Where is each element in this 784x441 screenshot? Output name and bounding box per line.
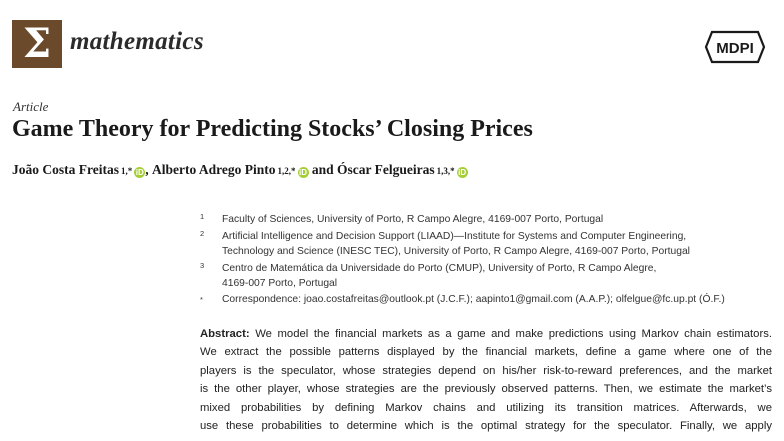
abstract-line: We extract the possible patterns displayed by the financial markets, define a game where one of the [200, 346, 772, 359]
affiliation-number: 1 [200, 212, 205, 221]
journal-logo: Σ [12, 20, 62, 68]
author-separator: and [311, 162, 334, 177]
abstract [200, 325, 772, 435]
correspondence-marker: * [200, 295, 203, 304]
orcid-icon[interactable]: iD [135, 168, 144, 177]
affiliation-text: Technology and Science (INESC TEC), University of Porto, R Campo Alegre, 4169-007 Porto, Portugal [222, 246, 690, 257]
publisher-logo [704, 30, 766, 64]
author-affiliation-marker: 1,2,* [277, 166, 296, 176]
journal-name: mathematics [70, 28, 204, 55]
abstract-line [200, 325, 772, 343]
article-title: Game Theory for Predicting Stocks’ Closing Prices [12, 116, 533, 142]
author-affiliation-marker: 1,* [121, 166, 133, 176]
author-list [12, 162, 468, 178]
affiliation-text: Artificial Intelligence and Decision Support (LIAAD)—Institute for Systems and Computer Engineering, [222, 231, 687, 242]
affiliation-number: 3 [200, 261, 205, 270]
affiliation-text: Faculty of Sciences, University of Porto, R Campo Alegre, 4169-007 Porto, Portugal [222, 214, 604, 225]
article-type: Article [13, 99, 49, 114]
correspondence-text[interactable]: Correspondence: joao.costafreitas@outlook.pt (J.C.F.); aapinto1@gmail.com (A.A.P.); olfelgue@fc.up.pt (Ó.F.) [222, 294, 725, 305]
abstract-label: Abstract: [200, 328, 250, 340]
affiliation-text: Centro de Matemática da Universidade do Porto (CMUP), University of Porto, R Campo Alegre, [222, 263, 657, 274]
abstract-line: use these probabilities to determine which is the optimal strategy for the speculator. Finally, we apply [200, 420, 772, 433]
author-separator: , [145, 162, 149, 177]
abstract-text: We model the financial markets as a game and make predictions using Markov chain estimators. [255, 328, 773, 340]
author-name[interactable]: João Costa Freitas [12, 162, 119, 177]
author-affiliation-marker: 1,3,* [436, 166, 455, 176]
abstract-line: mixed probabilities by defining Markov chains and utilizing its transition matrices. Afterwards, we [200, 401, 772, 414]
author-name[interactable]: Alberto Adrego Pinto [152, 162, 276, 177]
abstract-line: players is the speculator, whose strategies depend on his/her risk-to-reward preferences, and the market [200, 364, 772, 377]
affiliation-text: 4169-007 Porto, Portugal [222, 278, 338, 289]
abstract-line: is the other player, whose strategies are the previously observed patterns. Then, we estimate the market’s [200, 383, 772, 396]
affiliation-number: 2 [200, 229, 205, 238]
orcid-icon[interactable]: iD [299, 168, 307, 177]
publisher-name: MDPI [716, 40, 754, 57]
author-name[interactable]: Óscar Felgueiras [337, 162, 435, 177]
orcid-icon[interactable]: iD [458, 168, 467, 177]
